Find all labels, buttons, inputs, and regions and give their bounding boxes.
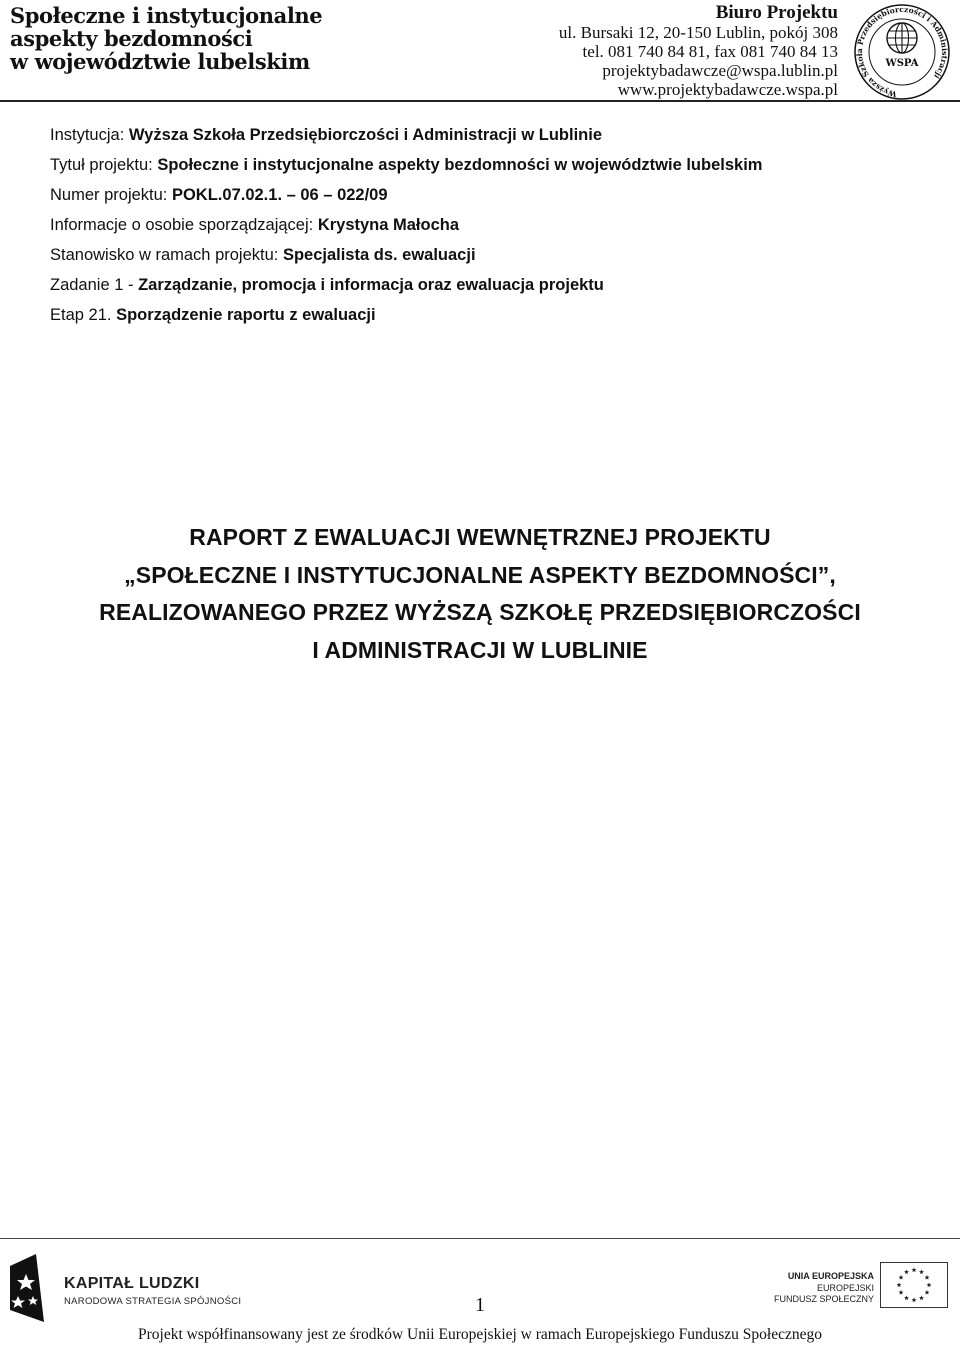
info-author: Informacje o osobie sporządzającej: Krystyna Małocha (50, 216, 460, 234)
page-number: 1 (475, 1294, 485, 1316)
project-title-header (10, 3, 323, 74)
kapital-ludzki-logo-icon (6, 1252, 48, 1324)
kl-subtitle: NARODOWA STRATEGIA SPÓJNOŚCI (64, 1296, 242, 1307)
seal-abbr: WSPA (885, 58, 919, 69)
info-stage: Etap 21. Sporządzenie raportu z ewaluacji (50, 306, 376, 324)
eu-label (760, 1271, 874, 1306)
wspa-seal-logo (848, 0, 956, 100)
eu-flag-icon (880, 1262, 948, 1308)
info-institution: Instytucja: Wyższa Szkoła Przedsiębiorczości i Administracji w Lublinie (50, 126, 603, 144)
footer-divider (0, 1238, 960, 1239)
kl-title: KAPITAŁ LUDZKI (64, 1275, 200, 1292)
info-task: Zadanie 1 - Zarządzanie, promocja i informacja oraz ewaluacja projektu (50, 276, 604, 294)
office-website: www.projektybadawcze.wspa.pl (617, 80, 838, 99)
project-title-line-1: Społeczne i instytucjonalne (10, 3, 323, 28)
eu-line-2: EUROPEJSKI (816, 1282, 874, 1293)
project-info (50, 120, 930, 330)
info-position: Stanowisko w ramach projektu: Specjalista ds. ewaluacji (50, 246, 476, 264)
globe-icon (887, 23, 917, 53)
seal-ring-text: Wyższa Szkoła Przedsiębiorczości i Administracji (854, 4, 950, 99)
office-title: Biuro Projektu (715, 2, 838, 23)
eu-line-1: UNIA EUROPEJSKA (787, 1271, 874, 1281)
report-title-line-3: REALIZOWANEGO PRZEZ WYŻSZĄ SZKOŁĘ PRZEDSIĘBIORCZOŚCI (99, 599, 861, 625)
office-address: ul. Bursaki 12, 20-150 Lublin, pokój 308 (558, 23, 838, 42)
info-project-number: Numer projektu: POKL.07.02.1. – 06 – 022/09 (50, 186, 388, 204)
report-title-line-1: RAPORT Z EWALUACJI WEWNĘTRZNEJ PROJEKTU (189, 524, 771, 550)
office-phone: tel. 081 740 84 81, fax 081 740 84 13 (582, 42, 838, 61)
project-office-contact (559, 2, 838, 99)
eu-line-3: FUNDUSZ SPOŁECZNY (773, 1294, 874, 1304)
header-divider (0, 100, 960, 102)
kapital-ludzki-label (64, 1275, 241, 1307)
project-title-line-3: w województwie lubelskim (10, 49, 310, 74)
info-project-title: Tytuł projektu: Społeczne i instytucjonalne aspekty bezdomności w województwie lubelskim (50, 156, 763, 174)
report-title-line-4: I ADMINISTRACJI W LUBLINIE (312, 636, 648, 663)
cofinancing-note: Projekt współfinansowany jest ze środków Unii Europejskiej w ramach Europejskiego Funduszu Społecznego (137, 1326, 822, 1343)
report-title-line-2: „SPOŁECZNE I INSTYTUCJONALNE ASPEKTY BEZDOMNOŚCI”, (124, 561, 836, 588)
project-title-line-2: aspekty bezdomności (10, 26, 253, 51)
report-title (40, 519, 920, 669)
office-email: projektybadawcze@wspa.lublin.pl (602, 61, 838, 80)
